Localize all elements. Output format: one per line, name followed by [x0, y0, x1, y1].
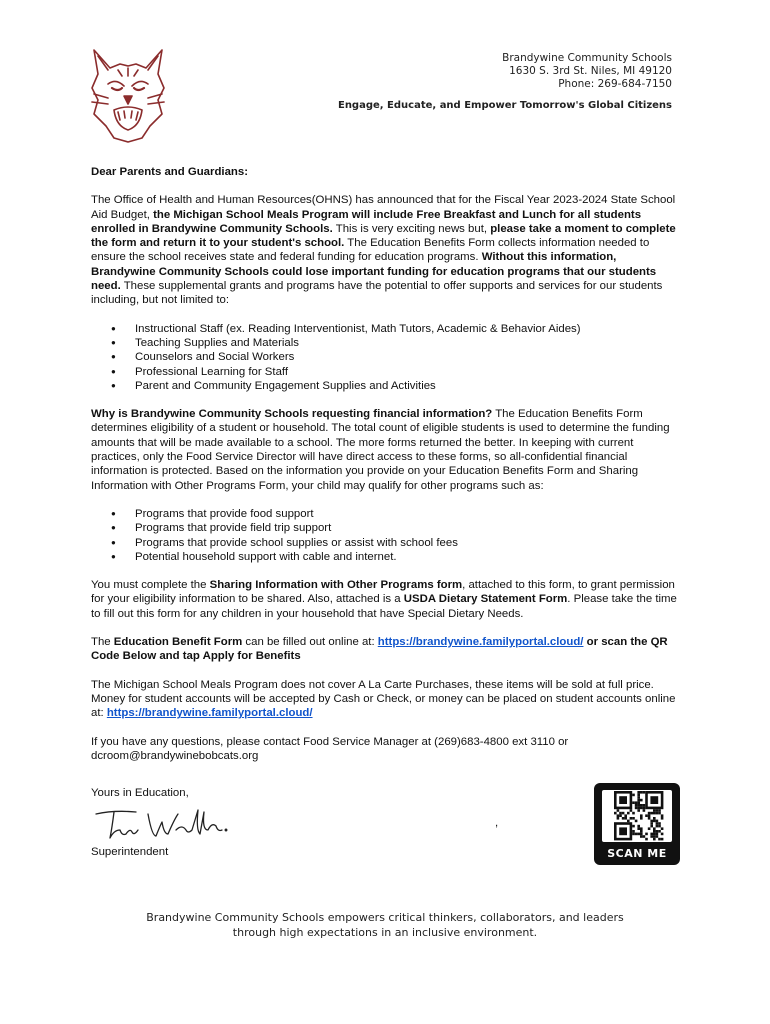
- list-item: ● Counselors and Social Workers: [91, 350, 681, 364]
- org-name: Brandywine Community Schools: [502, 52, 672, 64]
- list-item: ● Programs that provide school supplies or assist with school fees: [91, 536, 681, 550]
- paragraph-why: Why is Brandywine Community Schools requesting financial information? The Education Benefits Form determines eligibility of a student or household. The total count of eligible students is used to determine the funding amounts that will be made available to a school. The more forms returned the better. In keeping with current practices, only the Food Service Director will have direct access to these forms, so all-confidential financial information is protected. Based on the information you provide on your Education Benefits Form and Sharing Information with Other Programs Form, your child may qualify for other programs such as:: [91, 408, 670, 492]
- bobcat-logo-icon: [88, 44, 168, 144]
- signer-title: Superintendent: [91, 846, 169, 858]
- paragraph-intro: The Office of Health and Human Resources(OHNS) has announced that for the Fiscal Year 2023-2024 State School Aid Budget, the Michigan School Meals Program will include Free Breakfast and Lunch for all students enrolled in Brandywine Community Schools. This is very exciting news but, please take a moment to complete the form and return it to your student's school. The Education Benefits Form collects information needed to ensure the school receives state and federal funding for education programs. Without this information, Brandywine Community Schools could lose important funding for education programs that our students need. These supplemental grants and programs have the potential to offer supports and services for our students including, but not limited to:: [91, 194, 676, 307]
- footer-line-1: Brandywine Community Schools empowers critical thinkers, collaborators, and leaders: [146, 911, 624, 924]
- org-phone: Phone: 269-684-7150: [558, 78, 672, 90]
- qr-code-icon: [602, 790, 672, 842]
- list-item: ● Professional Learning for Staff: [91, 365, 681, 379]
- footer-line-2: through high expectations in an inclusive environment.: [232, 926, 538, 939]
- supports-list: [91, 322, 681, 393]
- programs-list: [91, 507, 681, 564]
- qr-code-badge[interactable]: [594, 783, 680, 865]
- list-item: ● Programs that provide food support: [91, 507, 681, 521]
- family-portal-link[interactable]: https://brandywine.familyportal.cloud/: [377, 636, 584, 649]
- qr-caption: SCAN ME: [607, 847, 667, 860]
- org-address: 1630 S. 3rd St. Niles, MI 49120: [509, 65, 672, 77]
- paragraph-contact: If you have any questions, please contact Food Service Manager at (269)683-4800 ext 3110 or dcroom@brandywinebobcats.org: [91, 735, 569, 762]
- paragraph-online: The Education Benefit Form can be filled out online at: https://brandywine.familyportal.cloud/ or scan the QR Code Below and tap Apply for Benefits: [91, 636, 668, 663]
- closing: Yours in Education,: [91, 787, 189, 799]
- family-portal-link-2[interactable]: https://brandywine.familyportal.cloud/: [106, 707, 313, 720]
- salutation: Dear Parents and Guardians:: [91, 166, 248, 178]
- paragraph-forms: You must complete the Sharing Information with Other Programs form, attached to this form, to grant permission for your eligibility information to be shared. Also, attached is a USDA Dietary Statement Form. Please take the time to fill out this form for any children in your household that have Special Dietary Needs.: [91, 579, 677, 620]
- list-item: ● Potential household support with cable and internet.: [91, 550, 681, 564]
- signature-icon: [92, 800, 242, 848]
- letterhead: [502, 52, 672, 91]
- tagline: Engage, Educate, and Empower Tomorrow's Global Citizens: [337, 100, 672, 111]
- list-item: ● Teaching Supplies and Materials: [91, 336, 681, 350]
- paragraph-purchases: The Michigan School Meals Program does not cover A La Carte Purchases, these items will be sold at full price. Money for student accounts will be accepted by Cash or Check, or money can be placed on student accounts online at: https://brandywine.familyportal.cloud/: [91, 678, 676, 720]
- list-item: ● Programs that provide field trip support: [91, 521, 681, 535]
- letter-body: [91, 165, 681, 777]
- footer-mission: [0, 910, 770, 940]
- stray-comma: ,: [495, 817, 499, 829]
- list-item: ● Parent and Community Engagement Supplies and Activities: [91, 379, 681, 393]
- list-item: ● Instructional Staff (ex. Reading Interventionist, Math Tutors, Academic & Behavior Aides): [91, 322, 681, 336]
